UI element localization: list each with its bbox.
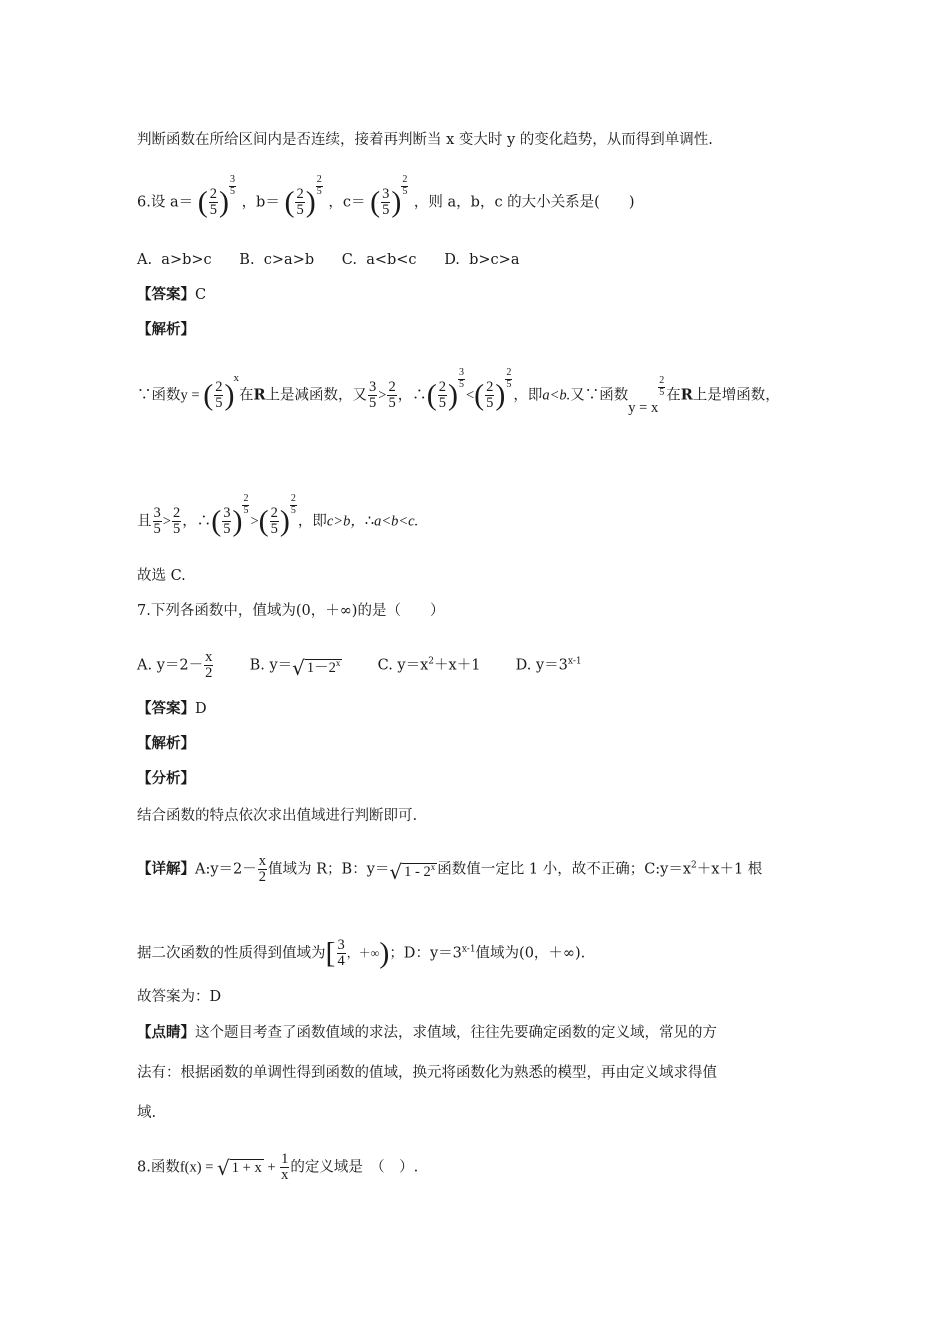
analysis-tag: 【解析】 [137, 735, 195, 752]
pow-right: ( $\frac{2}{5}$ ) [258, 504, 290, 538]
sol-text: 上是减函数，又 [265, 387, 367, 404]
detail-text: ＋x＋1 根 [696, 861, 763, 878]
gt-sign: > [250, 513, 259, 530]
q7-analysis-tag [137, 734, 195, 754]
exp-x: x [233, 372, 239, 384]
base-expr: ( $\frac{2}{5}$ ) [203, 378, 235, 412]
intro-text: 判断函数在所给区间内是否连续，接着再判断当 x 变大时 y 的变化趋势，从而得到单调性. [137, 132, 713, 148]
sol-R: R [253, 386, 266, 404]
point-text: 这个题目考查了函数值域的求法，求值域，往往先要确定函数的定义域，常见的方 [195, 1025, 717, 1041]
q7-title [137, 601, 444, 621]
answer-value: D [195, 701, 207, 717]
q6-solution-line1: ∵函数y = ( $\frac{2}{5}$ )x在R上是减函数，又 $\frac{3}{5}$ > $\frac{2}{5}$ ，∴( $\frac{2}{5}$ ) $\frac{3}{5}$ <( $\frac{2}{5}$ ) $\frac{2}{5}$ ，即a<b.又∵函数y = x $\frac{2}{5}$ 在R上是增函数， [137, 367, 780, 416]
detail-text: A:y＝2－ [195, 861, 257, 878]
point-tag: 【点睛】 [137, 1024, 195, 1041]
sol-italic: c>b， [326, 513, 365, 530]
q7-options: A. y＝2－ $\frac{x}{2}$ B. y＝√ $1-2^x$ C. $y=x^2+x+1$ D. $y=3^{x-1}$ [137, 649, 582, 682]
sol-text: 且 [137, 513, 152, 530]
q7-point-line2 [137, 1063, 717, 1083]
sol-math: y = [180, 387, 204, 404]
detail-text: 据二次函数的性质得到值域为 [137, 945, 326, 962]
frac-x-2: $\frac{x}{2}$ [205, 649, 213, 682]
analysis-tag: 【解析】 [137, 321, 195, 338]
frac-x-2: $\frac{x}{2}$ [258, 853, 267, 886]
frac-3-5: $\frac{3}{5}$ [153, 505, 161, 538]
q6-conclusion [137, 566, 186, 586]
q7-answer [137, 699, 207, 719]
q7-detail-line1: 【详解】A:y＝2－ $\frac{x}{2}$ 值域为 R；B：y＝√ 1 - 2$^x$ 函数值一定比 1 小，故不正确；$C:y=x^2+x+1$ 根 [137, 853, 763, 886]
q7-option-d: D. y＝3 [515, 657, 568, 674]
detail-tag: 【详解】 [137, 860, 195, 878]
fenxi-tag: 【分析】 [137, 770, 195, 787]
q6-options [137, 250, 519, 270]
q7-conclusion [137, 987, 221, 1007]
q8-statement [137, 1152, 418, 1183]
q6-a-expr: ( $\frac{2}{5}$ ) [197, 185, 229, 219]
q6-prefix: 6.设 a＝ [137, 194, 194, 211]
q7-option-b: B. y＝ [249, 657, 293, 674]
sol-math: y = [628, 399, 651, 416]
q8-math: f(x) = [179, 1159, 218, 1176]
sol-math: x [650, 399, 659, 416]
q6-analysis-tag [137, 320, 195, 340]
detail-text: 函数值一定比 1 小，故不正确；C:y＝x [437, 861, 692, 878]
q7-fenxi [137, 806, 417, 826]
q6-b-expr: ( $\frac{2}{5}$ ) [284, 185, 316, 219]
q6-answer [137, 285, 206, 305]
q7-option-c: C. y＝x [377, 657, 429, 674]
q8-text: 8.函数 [137, 1159, 180, 1176]
interval-expr: [ $\frac{3}{4}$ ，＋∞) [325, 936, 390, 970]
answer-value: C [195, 287, 207, 303]
q6-c-label: ，c＝ [328, 194, 366, 211]
frac-3-5: $\frac{3}{5}$ [369, 379, 377, 412]
conclusion-text: 故答案为：D [137, 989, 222, 1005]
pow-right: ( $\frac{2}{5}$ ) [474, 378, 506, 412]
sol-text: ，即 [297, 513, 327, 530]
gt-sign: > [162, 513, 171, 530]
detail-text: 值域为(0，＋∞). [475, 945, 586, 962]
pow-left: ( $\frac{3}{5}$ ) [211, 504, 243, 538]
q6-suffix: ，则 a，b，c 的大小关系是( ) [413, 194, 635, 211]
q6-solution-line2: 且 $\frac{3}{5}$ > $\frac{2}{5}$ ，∴( $\frac{3}{5}$ ) $\frac{2}{5}$ >( $\frac{2}{5}$ ) $\frac{2}{5}$ ，即c>b，∴a<b<c. [137, 493, 419, 538]
q7-point-line3 [137, 1103, 156, 1123]
point-text: 域. [137, 1105, 157, 1121]
q7-option-c-rest: ＋x＋1 [434, 657, 481, 674]
q6-statement: 6.设 a＝ ( $\frac{2}{5}$ ) $\frac{3}{5}$ ，b＝ ( $\frac{2}{5}$ ) $\frac{2}{5}$ ，c＝ ( $\frac{3}{5}$ ) $\frac{2}{5}$ ，则 a，b，c 的大小关系是( ) [137, 174, 635, 219]
pow-left: ( $\frac{2}{5}$ ) [426, 378, 458, 412]
sol-R: R [680, 386, 693, 404]
q8-math: + [263, 1159, 280, 1176]
sqrt-expr: √ 1 - 2$^x$ [389, 860, 436, 885]
q6-options-text: A. a>b>c B. c>a>b C. a<b<c D. b>c>a [137, 252, 520, 268]
sol-text: 上是增函数， [692, 387, 780, 404]
q7-point-line1 [137, 1023, 717, 1043]
conclusion-text: 故选 C. [137, 568, 186, 584]
detail-text: ；D：y＝3 [389, 945, 462, 962]
q7-option-a: A. y＝2－ [137, 657, 204, 674]
sol-text: 又∵函数 [570, 387, 629, 404]
sol-text: ∵函数 [137, 387, 181, 404]
frac-2-5: $\frac{2}{5}$ [388, 379, 396, 412]
lt-sign: < [465, 387, 475, 404]
fenxi-text: 结合函数的特点依次求出值域进行判断即可. [137, 808, 418, 824]
q7-title-text: 7.下列各函数中，值域为(0，＋∞)的是（ ） [137, 603, 445, 619]
q8-text: 的定义域是 （ ）. [290, 1159, 419, 1176]
q7-detail-line2: 据二次函数的性质得到值域为[ $\frac{3}{4}$ ，＋∞)；D：$y=3^{x-1}$值域为(0，＋∞). [137, 936, 586, 970]
sol-italic: a<b. [542, 387, 571, 404]
sol-text: ∴ [364, 513, 375, 530]
point-text: 法有：根据函数的单调性得到函数的值域，换元将函数化为熟悉的模型，再由定义域求得值 [137, 1065, 717, 1081]
frac-1-x: $\frac{1}{x}$ [281, 1151, 289, 1184]
sqrt-expr: √ 1 + x [217, 1155, 262, 1180]
sol-text: 在 [238, 387, 254, 404]
frac-2-5: $\frac{2}{5}$ [172, 505, 181, 538]
sol-text: ，∴ [397, 387, 427, 404]
q6-c-expr: ( $\frac{3}{5}$ ) [370, 185, 402, 219]
sol-text: ，∴ [182, 513, 212, 530]
sol-text: ，即 [513, 387, 543, 404]
sqrt-expr: √ $1-2^x$ [292, 656, 341, 681]
sol-italic: a<b<c. [374, 513, 419, 530]
detail-text: 值域为 R；B：y＝ [268, 861, 390, 878]
q7-fenxi-tag [137, 769, 195, 789]
gt-sign: > [378, 387, 387, 404]
sol-text: 在 [666, 387, 681, 404]
answer-tag: 【答案】 [137, 700, 195, 717]
answer-tag: 【答案】 [137, 286, 195, 303]
q6-b-label: ，b＝ [241, 194, 280, 211]
intro-line [137, 130, 713, 150]
